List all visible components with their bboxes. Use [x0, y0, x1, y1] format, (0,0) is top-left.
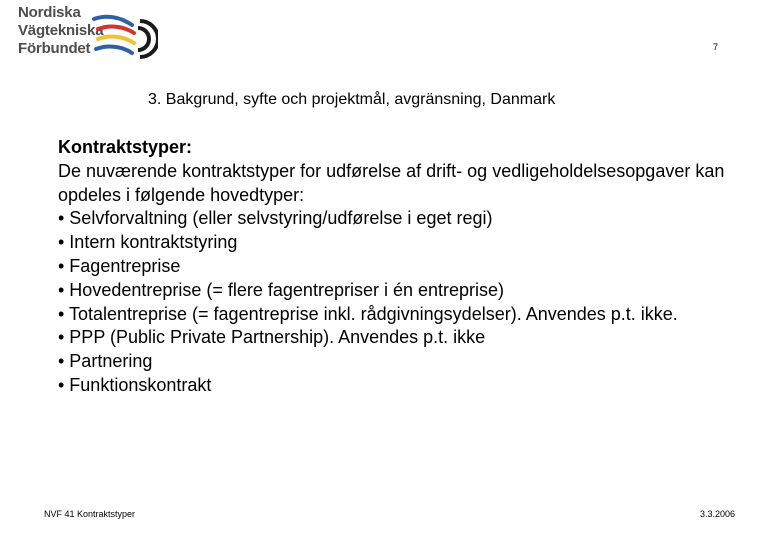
- page-number: 7: [712, 42, 718, 52]
- logo-line-3: Förbundet: [18, 40, 91, 57]
- content-heading: Kontraktstyper:: [58, 137, 193, 157]
- logo-line-2: Vägtekniska: [18, 22, 104, 39]
- list-item: • PPP (Public Private Partnership). Anvendes p.t. ikke: [58, 327, 486, 348]
- nvf-logo-icon: [92, 11, 158, 67]
- logo-line-1: Nordiska: [18, 4, 81, 21]
- list-item: • Funktionskontrakt: [58, 374, 212, 395]
- logo-text: [18, 4, 103, 58]
- list-item: • Hovedentreprise (= flere fagentrepriser i én entreprise): [58, 279, 505, 300]
- list-item: • Intern kontraktstyring: [58, 232, 238, 253]
- contract-type-list: [58, 207, 738, 397]
- slide-body: [58, 136, 738, 398]
- footer-date: 3.3.2006: [699, 509, 735, 519]
- slide-title: 3. Bakgrund, syfte och projektmål, avgränsning, Danmark: [148, 91, 556, 108]
- list-item: • Totalentreprise (= fagentreprise inkl. rådgivningsydelser). Anvendes p.t. ikke.: [58, 303, 678, 324]
- footer-label: NVF 41 Kontraktstyper: [44, 509, 136, 519]
- list-item: • Fagentreprise: [58, 255, 181, 276]
- nvf-logo: [18, 4, 168, 66]
- list-item: • Partnering: [58, 351, 153, 372]
- content-intro: De nuværende kontraktstyper for udførelse af drift- og vedligeholdelsesopgaver kan opdeles i følgende hovedtyper:: [58, 160, 725, 205]
- list-item: • Selvforvaltning (eller selvstyring/udførelse i eget regi): [58, 208, 493, 229]
